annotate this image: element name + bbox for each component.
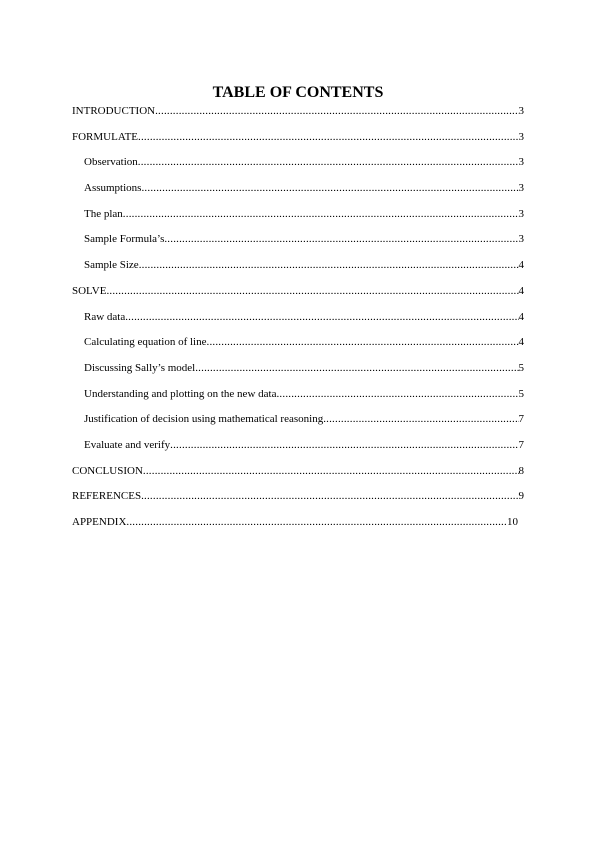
dot-leader (125, 309, 518, 325)
toc-entry-label: Justification of decision using mathematical reasoning (84, 413, 324, 426)
dot-leader (141, 180, 518, 196)
dot-leader (139, 257, 519, 273)
page-title: TABLE OF CONTENTS (212, 84, 384, 101)
toc-entry-label: Observation (84, 156, 138, 169)
toc-entry-page: 3 (518, 207, 524, 220)
toc-entry-label: Raw data (84, 310, 126, 323)
toc-entry-raw-data[interactable] (72, 309, 524, 335)
dot-leader (141, 488, 518, 504)
toc-entry-label: The plan (84, 207, 123, 220)
toc-entry-label: APPENDIX (72, 516, 127, 528)
toc-entry-page: 10 (507, 516, 518, 528)
toc-entry-page: 7 (518, 438, 524, 451)
toc-entry-label: Sample Size (84, 259, 139, 272)
toc-entry-label: Discussing Sally’s model (84, 361, 196, 374)
toc-entry-discussing-model[interactable] (72, 360, 524, 386)
toc-entry-page: 4 (518, 336, 524, 349)
dot-leader (155, 103, 518, 119)
dot-leader (138, 154, 519, 170)
dot-leader (123, 206, 519, 222)
toc-entry-label: Assumptions (84, 182, 142, 195)
dot-leader (143, 463, 519, 479)
toc-entry-solve[interactable] (72, 283, 524, 309)
dot-leader (207, 334, 519, 350)
toc-entry-label: REFERENCES (72, 490, 142, 503)
toc-entry-label: Understanding and plotting on the new data (84, 387, 277, 400)
toc-entry-sample-formulas[interactable] (72, 231, 524, 257)
toc-entry-observation[interactable] (72, 154, 524, 180)
toc-entry-page: 7 (518, 413, 524, 426)
dot-leader (323, 411, 518, 427)
toc-entry-the-plan[interactable] (72, 206, 524, 232)
toc-entry-page: 4 (518, 259, 524, 272)
toc-entry-appendix[interactable] (72, 514, 518, 540)
toc-entry-page: 9 (518, 490, 524, 503)
dot-leader (126, 514, 507, 530)
dot-leader (170, 437, 518, 453)
toc-entry-understanding-plotting[interactable] (72, 386, 524, 412)
dot-leader (106, 283, 518, 299)
dot-leader (195, 360, 518, 376)
toc-entry-label: Calculating equation of line (84, 336, 207, 349)
dot-leader (164, 231, 518, 247)
toc-entry-label: CONCLUSION (72, 464, 143, 477)
toc-entry-page: 5 (518, 387, 524, 400)
toc-entry-label: Sample Formula’s (84, 233, 165, 246)
toc-entry-introduction[interactable] (72, 103, 524, 129)
toc-entry-calculating-equation[interactable] (72, 334, 524, 360)
toc-entry-justification[interactable] (72, 411, 524, 437)
toc-entry-page: 4 (518, 310, 524, 323)
toc-entry-conclusion[interactable] (72, 463, 524, 489)
toc-list (72, 103, 524, 540)
toc-entry-evaluate-verify[interactable] (72, 437, 524, 463)
toc-entry-formulate[interactable] (72, 129, 524, 155)
toc-entry-label: Evaluate and verify (84, 438, 171, 451)
toc-entry-label: INTRODUCTION (72, 105, 156, 117)
toc-entry-page: 3 (518, 130, 524, 143)
toc-entry-page: 4 (518, 284, 524, 297)
toc-entry-page: 5 (518, 361, 524, 374)
toc-entry-page: 3 (518, 156, 524, 169)
toc-entry-label: FORMULATE (72, 130, 139, 143)
dot-leader (276, 386, 518, 402)
toc-entry-label: SOLVE (72, 284, 107, 297)
toc-entry-references[interactable] (72, 488, 524, 514)
toc-entry-page: 8 (518, 464, 524, 477)
toc-entry-assumptions[interactable] (72, 180, 524, 206)
toc-entry-page: 3 (518, 105, 524, 117)
toc-entry-page: 3 (518, 182, 524, 195)
toc-entry-sample-size[interactable] (72, 257, 524, 283)
dot-leader (138, 129, 518, 145)
toc-entry-page: 3 (518, 233, 524, 246)
